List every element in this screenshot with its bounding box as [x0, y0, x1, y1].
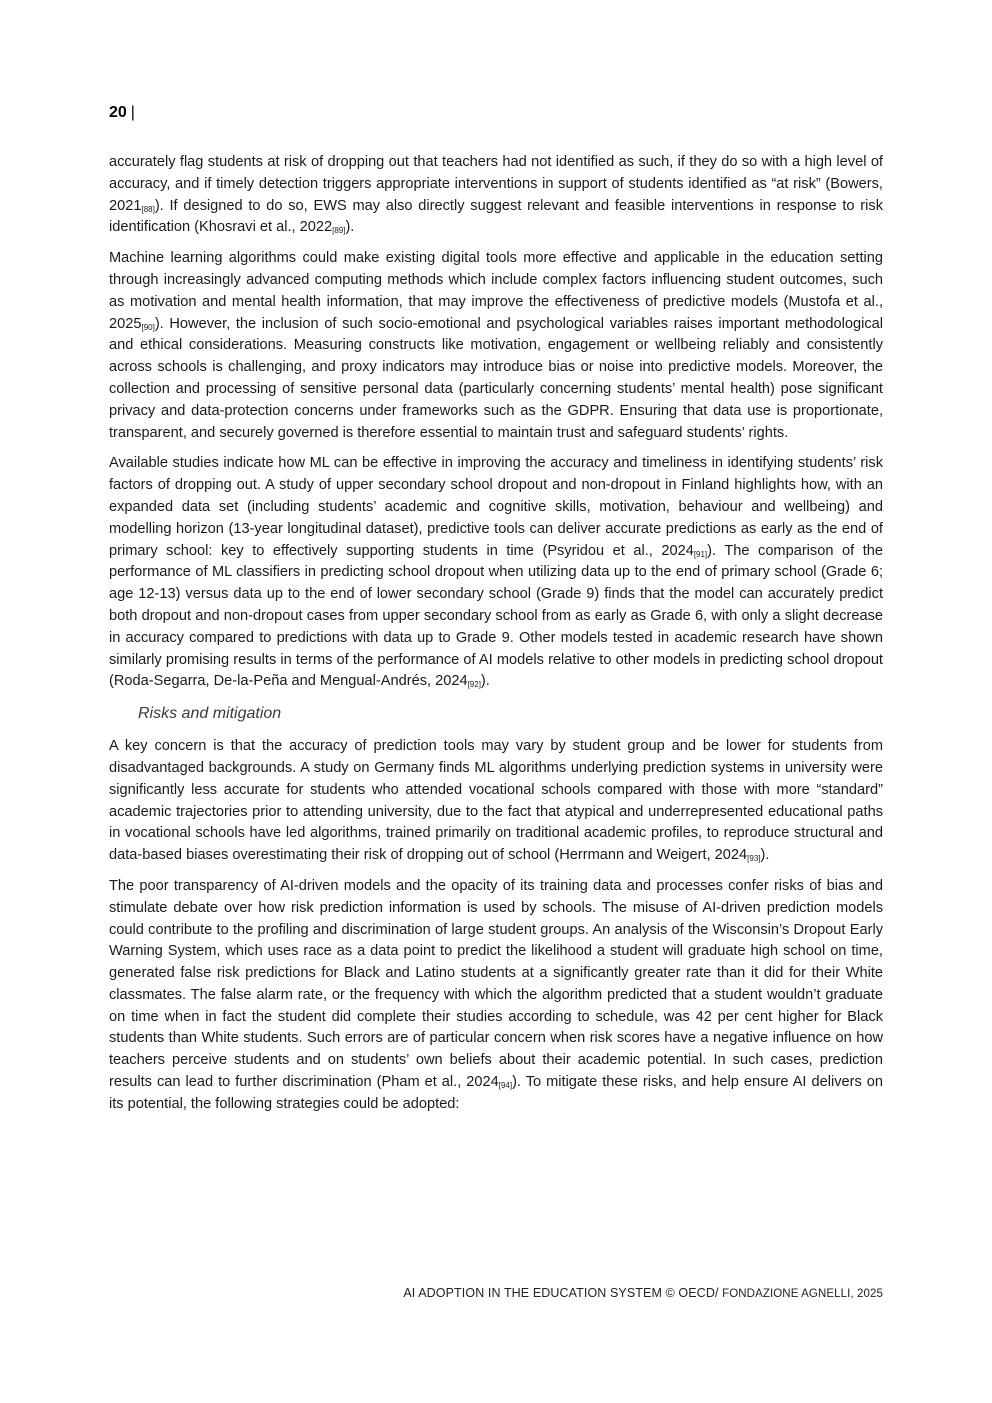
body-paragraph — [109, 248, 883, 444]
body-paragraph — [109, 736, 883, 867]
body-paragraph — [109, 453, 883, 693]
reference-marker: [89] — [332, 226, 346, 236]
body-paragraph — [109, 876, 883, 1116]
reference-marker: [92] — [467, 680, 481, 690]
section-heading: Risks and mitigation — [138, 705, 282, 723]
reference-marker: [93] — [747, 854, 761, 864]
paragraph-text: A key concern is that the accuracy of prediction tools may vary by student group and be lower for students from disadvantaged backgrounds. A study on Germany finds ML algorithms underlying prediction systems in university were significantly less accurate for students who attended vocational schools compared with those with more “standard” academic trajectories prior to attending university, due to the fact that atypical and underrepresented educational paths in vocational schools have led algorithms, trained primarily on traditional academic profiles, to reproduce structural and data-based biases overestimating their risk of dropping out of school (Herrmann and Weigert, 2024 — [109, 738, 883, 864]
paragraph-text: Machine learning algorithms could make existing digital tools more effective and applicable in the education setting through increasingly advanced computing methods which include complex factors influencing student outcomes, such as motivation and mental health information, that may improve the effectiveness of predictive models (Mustofa et al., 2025 — [109, 250, 883, 332]
paragraph-text: Available studies indicate how ML can be effective in improving the accuracy and timeliness in identifying students’ risk factors of dropping out. A study of upper secondary school dropout and non-dropout in Finland highlights how, with an expanded data set (including students’ academic and cognitive skills, motivation, behaviour and wellbeing) and modelling horizon (13-year longitudinal dataset), predictive tools can deliver accurate predictions as early as the end of primary school: key to effectively supporting students in time (Psyridou et al., 2024 — [109, 455, 883, 559]
paragraph-text: ). If designed to do so, EWS may also directly suggest relevant and feasible interventions in response to risk identification (Khosravi et al., 2022 — [109, 197, 883, 236]
page-body — [109, 152, 883, 1125]
reference-marker: [90] — [141, 322, 155, 332]
paragraphs-before — [109, 152, 883, 693]
paragraph-text: ). The comparison of the performance of ML classifiers in predicting school dropout when utilizing data up to the end of primary school (Grade 6; age 12-13) versus data up to the end of lower secondary school (Grade 9) finds that the model can accurately predict both dropout and non-dropout cases from upper secondary school from as early as Grade 6, with only a slight decrease in accuracy compared to predictions with data up to Grade 9. Other models tested in academic research have shown similarly promising results in terms of the performance of AI models relative to other models in predicting school dropout (Roda-Segarra, De-la-Peña and Mengual-Andrés, 2024 — [109, 542, 883, 690]
paragraph-text: ). However, the inclusion of such socio-emotional and psychological variables raises important methodological and ethical considerations. Measuring constructs like motivation, engagement or wellbeing reliably and consistently across schools is challenging, and proxy indicators may introduce bias or noise into predictive models. Moreover, the collection and processing of sensitive personal data (particularly concerning students’ mental health) pose significant privacy and data-protection concerns under frameworks such as the GDPR. Ensuring that data use is proportionate, transparent, and securely governed is therefore essential to maintain trust and safeguard students’ rights. — [109, 315, 883, 441]
body-paragraph — [109, 152, 883, 239]
paragraph-text: accurately flag students at risk of dropping out that teachers had not identified as such, if they do so with a high level of accuracy, and if timely detection triggers appropriate interventions in support of students identified as “at risk” (Bowers, 2021 — [109, 154, 883, 214]
footer-title: AI ADOPTION IN THE EDUCATION SYSTEM © OECD/ — [403, 1286, 723, 1300]
page-number: 20 — [109, 104, 127, 121]
reference-marker: [91] — [693, 549, 708, 559]
paragraph-text: ). — [345, 219, 355, 236]
paragraph-text: ). — [480, 673, 490, 690]
paragraphs-after — [109, 736, 883, 1116]
header-separator: | — [130, 104, 135, 121]
paragraph-text: ). To mitigate these risks, and help ensure AI delivers on its potential, the following strategies could be adopted: — [109, 1074, 883, 1112]
reference-marker: [94] — [498, 1081, 513, 1091]
page-header — [109, 104, 135, 122]
paragraph-text: The poor transparency of AI-driven models and the opacity of its training data and processes confer risks of bias and stimulate debate over how risk prediction information is used by schools. The misuse of AI-driven prediction models could contribute to the profiling and discrimination of large student groups. An analysis of the Wisconsin’s Dropout Early Warning System, which uses race as a data point to predict the likelihood a student will graduate high school on time, generated false risk predictions for Black and Latino students at a significantly greater rate than it did for their White classmates. The false alarm rate, or the frequency with which the algorithm predicted that a student wouldn’t graduate on time when in fact the student did complete their studies according to schedule, was 42 per cent higher for Black students than White students. Such errors are of particular concern when risk scores have a negative influence on how teachers perceive students and on students’ own beliefs about their academic potential. In such cases, prediction results can lead to further discrimination (Pham et al., 2024 — [109, 877, 883, 1091]
paragraph-text: ). — [760, 847, 770, 864]
footer-publisher: FONDAZIONE AGNELLI, 2025 — [722, 1288, 883, 1300]
reference-marker: [88] — [141, 204, 155, 214]
page-footer — [109, 1286, 883, 1300]
